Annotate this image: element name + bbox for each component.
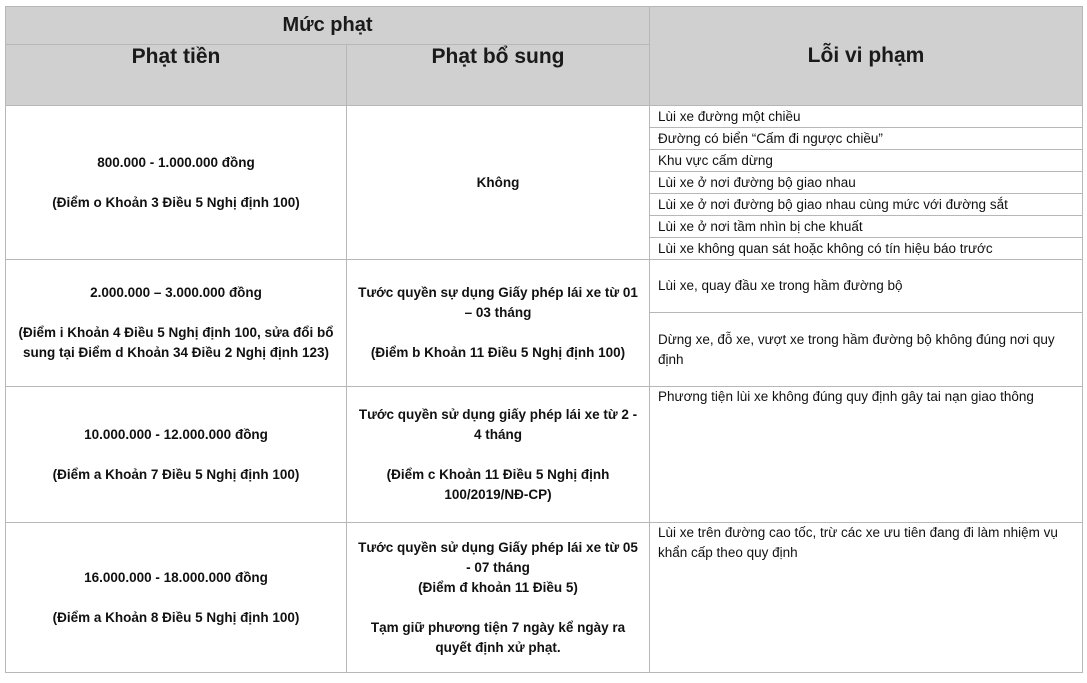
- fine-amount: 800.000 - 1.000.000 đồng: [97, 154, 255, 170]
- violation-item: Dừng xe, đỗ xe, vượt xe trong hầm đường bộ không đúng nơi quy định: [658, 331, 1055, 367]
- violation-header: Lỗi vi phạm: [650, 7, 1083, 106]
- extra-penalty-cell: [347, 523, 650, 673]
- extra-penalty-header: Phạt bổ sung: [347, 45, 650, 106]
- violation-item: Đường có biển “Cấm đi ngược chiều”: [650, 128, 1082, 150]
- extra-penalty-note: Tạm giữ phương tiện 7 ngày kể ngày ra quyết định xử phạt.: [370, 619, 626, 655]
- violation-item: Lùi xe ở nơi đường bộ giao nhau: [650, 172, 1082, 194]
- extra-penalty-reference: (Điểm đ khoản 11 Điều 5): [418, 579, 578, 595]
- extra-penalty-text: Không: [476, 174, 520, 190]
- extra-penalty-cell: [347, 387, 650, 523]
- violation-item: Lùi xe không quan sát hoặc không có tín hiệu báo trước: [658, 241, 993, 256]
- extra-penalty-text: Tước quyền sử dụng giấy phép lái xe từ 2 - 4 tháng: [358, 406, 638, 442]
- extra-penalty-cell: [347, 260, 650, 387]
- violation-item: Khu vực cấm dừng: [650, 150, 1082, 172]
- fine-reference: (Điểm a Khoản 8 Điều 5 Nghị định 100): [52, 609, 300, 625]
- penalty-group-header: Mức phạt: [6, 7, 650, 45]
- extra-penalty-text: Tước quyền sử dụng Giấy phép lái xe từ 05 - 07 tháng: [358, 539, 638, 575]
- violation-cell: [650, 106, 1083, 260]
- fine-header: Phạt tiền: [6, 45, 347, 106]
- violation-item: Lùi xe ở nơi đường bộ giao nhau cùng mức với đường sắt: [650, 194, 1082, 216]
- fine-cell: [6, 523, 347, 673]
- violation-item: Lùi xe ở nơi tầm nhìn bị che khuất: [650, 216, 1082, 238]
- table-row: [6, 106, 1083, 260]
- violation-item: Lùi xe đường một chiều: [650, 106, 1082, 128]
- extra-penalty-reference: (Điểm b Khoản 11 Điều 5 Nghị định 100): [370, 345, 626, 360]
- fine-cell: [6, 106, 347, 260]
- fine-cell: [6, 387, 347, 523]
- fine-reference: (Điểm i Khoản 4 Điều 5 Nghị định 100, sửa đổi bổ sung tại Điểm d Khoản 34 Điều 2 Nghị định 123): [18, 325, 334, 360]
- violation-item: Phương tiện lùi xe không đúng quy định gây tai nạn giao thông: [658, 389, 1034, 404]
- extra-penalty-cell: [347, 106, 650, 260]
- fine-amount: 2.000.000 – 3.000.000 đồng: [90, 285, 262, 300]
- violation-item: Lùi xe, quay đầu xe trong hầm đường bộ: [650, 260, 1082, 313]
- extra-penalty-text: Tước quyền sự dụng Giấy phép lái xe từ 01 – 03 tháng: [358, 285, 638, 320]
- violation-cell: [650, 260, 1083, 387]
- fine-reference: (Điểm o Khoản 3 Điều 5 Nghị định 100): [52, 194, 300, 210]
- table-row: [6, 260, 1083, 387]
- violation-cell: [650, 387, 1083, 523]
- table-row: [6, 387, 1083, 523]
- violation-cell: [650, 523, 1083, 673]
- fine-amount: 10.000.000 - 12.000.000 đồng: [84, 426, 268, 442]
- extra-penalty-reference: (Điểm c Khoản 11 Điều 5 Nghị định 100/2019/NĐ-CP): [386, 466, 610, 502]
- fine-reference: (Điểm a Khoản 7 Điều 5 Nghị định 100): [52, 466, 300, 482]
- violation-item: Lùi xe trên đường cao tốc, trừ các xe ưu tiên đang đi làm nhiệm vụ khẩn cấp theo quy định: [658, 525, 1058, 560]
- penalty-table: [5, 6, 1083, 673]
- fine-amount: 16.000.000 - 18.000.000 đồng: [84, 569, 268, 585]
- table-row: [6, 523, 1083, 673]
- fine-cell: [6, 260, 347, 387]
